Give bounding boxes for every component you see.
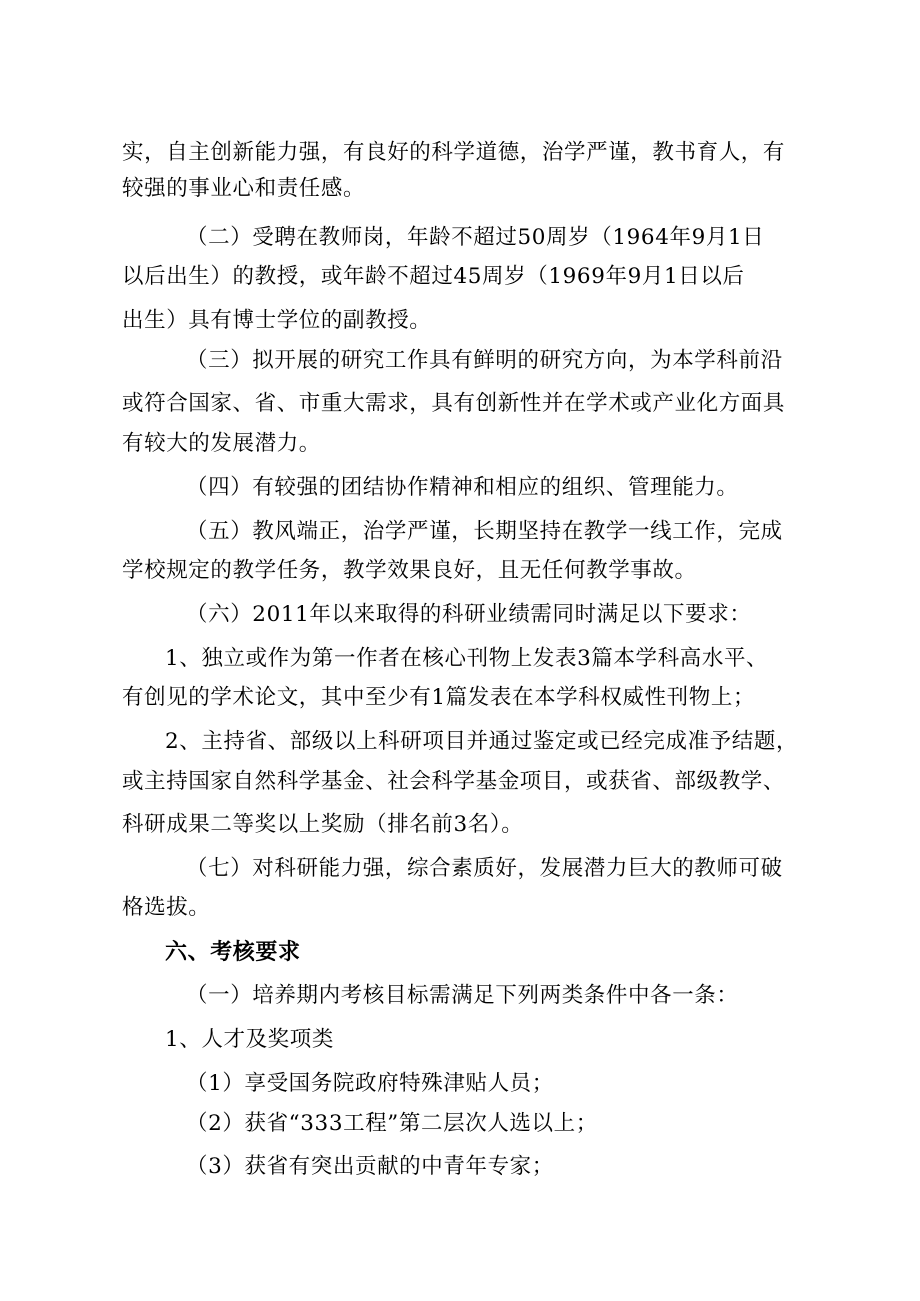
text-line: （四）有较强的团结协作精神和相应的组织、管理能力。 xyxy=(186,475,739,500)
text-line: 学校规定的教学任务，教学效果良好，且无任何教学事故。 xyxy=(122,558,697,583)
text-line: （五）教风端正，治学严谨，长期坚持在教学一线工作，完成 xyxy=(186,519,783,544)
text-line: 1、人才及奖项类 xyxy=(165,1027,334,1052)
text-line: 有创见的学术论文，其中至少有1篇发表在本学科权威性刊物上； xyxy=(122,685,756,710)
text-line: （七）对科研能力强，综合素质好，发展潜力巨大的教师可破 xyxy=(186,856,783,881)
text-line: 1、独立或作为第一作者在核心刊物上发表3篇本学科高水平、 xyxy=(165,646,769,671)
text-line: 2、主持省、部级以上科研项目并通过鉴定或已经完成准予结题， xyxy=(165,729,799,754)
text-line: （1）享受国务院政府特殊津贴人员； xyxy=(186,1071,554,1096)
text-line: 实，自主创新能力强，有良好的科学道德，治学严谨，教书育人，有 xyxy=(122,140,786,165)
text-line: （二）受聘在教师岗，年龄不超过50周岁（1964年9月1日 xyxy=(186,225,765,250)
text-line: 科研成果二等奖以上奖励（排名前3名）。 xyxy=(122,812,524,837)
text-line: 以后出生）的教授，或年龄不超过45周岁（1969年9月1日以后 xyxy=(122,264,745,289)
text-line: （三）拟开展的研究工作具有鲜明的研究方向，为本学科前沿 xyxy=(186,348,783,373)
text-line: （2）获省“333工程”第二层次人选以上； xyxy=(186,1111,598,1136)
text-line: 格选拔。 xyxy=(122,895,211,920)
text-line: 有较大的发展潜力。 xyxy=(122,431,321,456)
text-line: 或主持国家自然科学基金、社会科学基金项目，或获省、部级教学、 xyxy=(122,769,786,794)
text-line: （六）2011年以来取得的科研业绩需同时满足以下要求： xyxy=(186,602,752,627)
text-line: 较强的事业心和责任感。 xyxy=(122,176,366,201)
text-line: （一）培养期内考核目标需满足下列两类条件中各一条： xyxy=(186,983,739,1008)
section-heading: 六、考核要求 xyxy=(165,940,301,965)
text-line: （3）获省有突出贡献的中青年专家； xyxy=(186,1154,554,1179)
text-line: 或符合国家、省、市重大需求，具有创新性并在学术或产业化方面具 xyxy=(122,391,786,416)
text-line: 出生）具有博士学位的副教授。 xyxy=(122,308,432,333)
